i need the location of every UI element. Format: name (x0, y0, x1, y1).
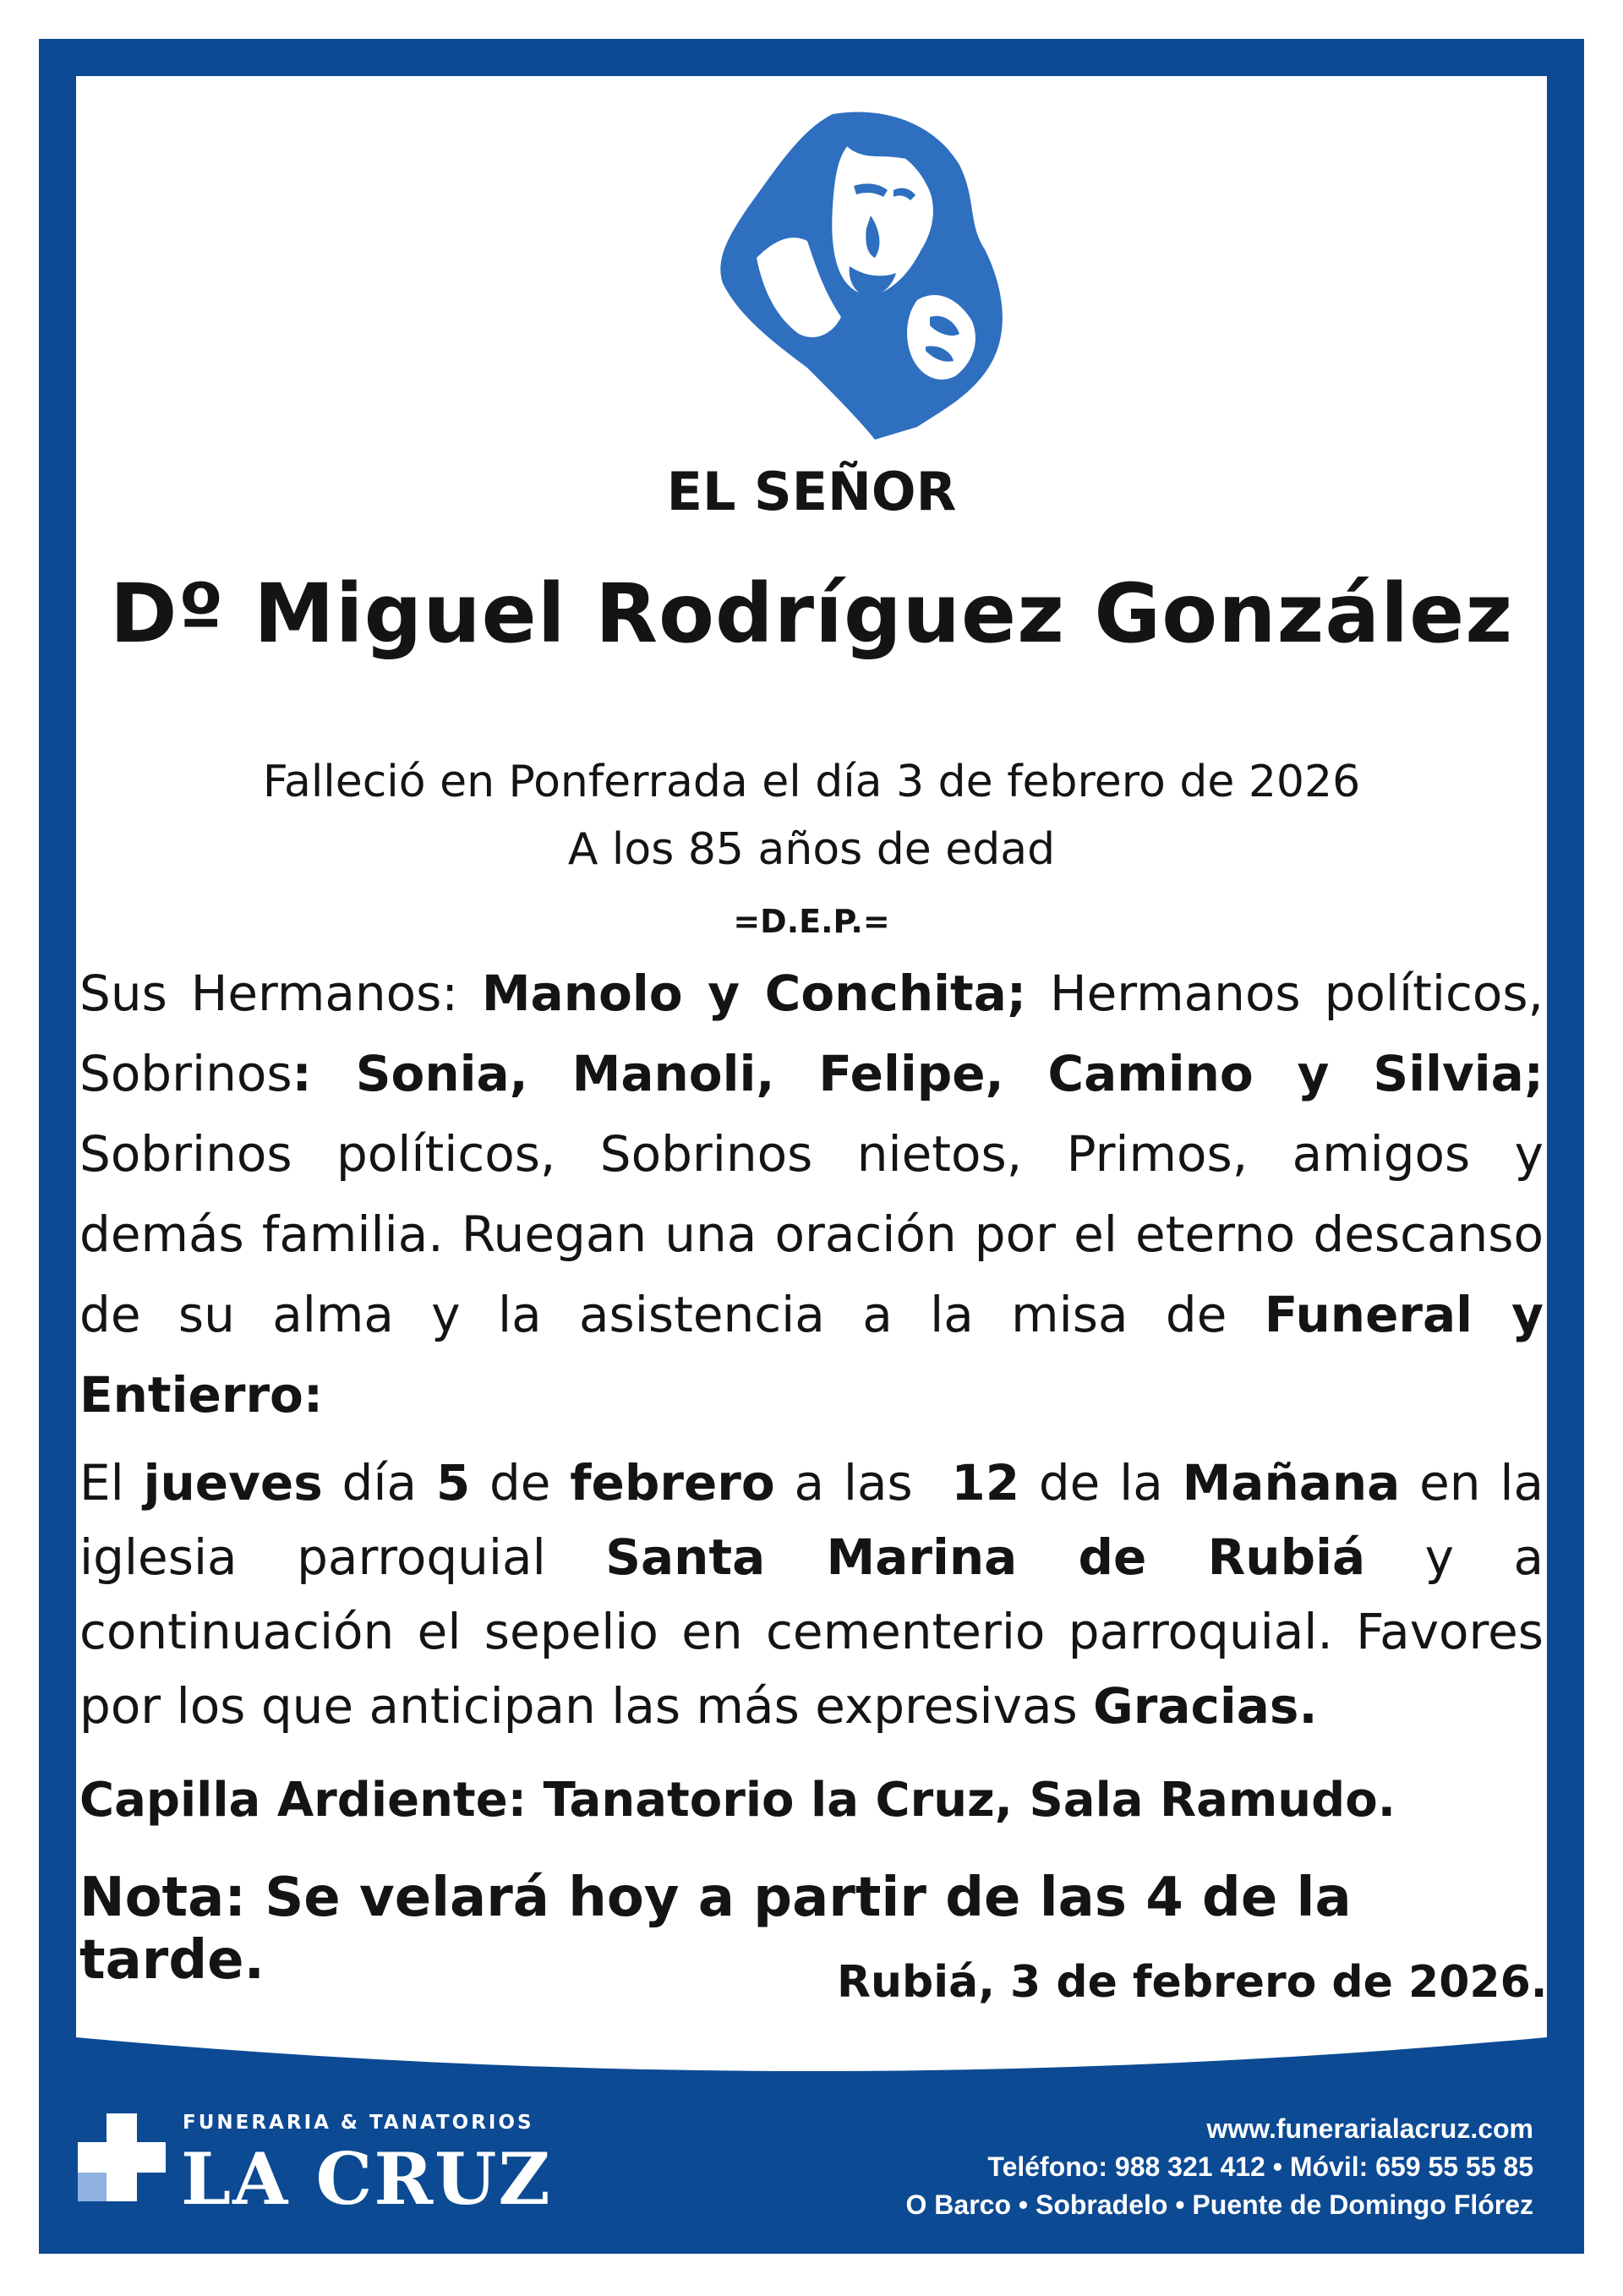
family-text-3: Sobrinos políticos, Sobrinos nietos, Primos, amigos y demás familia. Ruegan una oración por el eterno descanso de su alma y la asistencia a la misa de (79, 1125, 1544, 1343)
family-nephews: : Sonia, Manoli, Felipe, Camino y Silvia; (292, 1045, 1544, 1102)
service-paragraph (79, 1446, 1544, 1743)
service-weekday: jueves (143, 1454, 323, 1512)
service-thanks: Gracias. (1093, 1677, 1318, 1735)
brand-name: LA CRUZ (181, 2137, 552, 2221)
service-text-1: El (79, 1454, 144, 1512)
service-text-4: a las (774, 1454, 952, 1512)
title-senor: EL SEÑOR (666, 461, 957, 522)
service-hour: 12 (951, 1454, 1020, 1512)
service-text-6: en la iglesia parroquial (79, 1454, 1544, 1586)
website-link[interactable]: www.funerarialacruz.com (1206, 2113, 1533, 2144)
service-text-7: y a continuación el sepelio en cementerio parroquial. Favores por los que anticipan las más expresivas (79, 1528, 1544, 1735)
service-text-2: día (322, 1454, 436, 1512)
footer (39, 2029, 1584, 2254)
place-date: Rubiá, 3 de febrero de 2026. (837, 1957, 1548, 2008)
service-month: febrero (570, 1454, 775, 1512)
phone-numbers: Teléfono: 988 321 412 • Móvil: 659 55 55 85 (987, 2151, 1533, 2182)
deceased-name: Dº Miguel Rodríguez González (109, 566, 1514, 661)
family-paragraph (79, 954, 1544, 1435)
locations: O Barco • Sobradelo • Puente de Domingo Flórez (905, 2189, 1533, 2220)
dep-line: =D.E.P.= (733, 903, 890, 940)
funeral-heading: Funeral y Entierro: (79, 1286, 1544, 1424)
service-text-5: de la (1019, 1454, 1183, 1512)
cross-icon (78, 2113, 166, 2201)
brand-tagline: FUNERARIA & TANATORIOS (183, 2112, 534, 2134)
family-text-2: Hermanos políticos, Sobrinos (79, 965, 1544, 1102)
service-day: 5 (435, 1454, 471, 1512)
family-siblings: Manolo y Conchita; (481, 965, 1027, 1022)
age-line: A los 85 años de edad (567, 824, 1056, 875)
death-line: Falleció en Ponferrada el día 3 de febrero de 2026 (262, 757, 1361, 807)
service-church: Santa Marina de Rubiá (605, 1528, 1366, 1586)
chapel-line: Capilla Ardiente: Tanatorio la Cruz, Sala Ramudo. (79, 1773, 1396, 1828)
service-text-3: de (470, 1454, 571, 1512)
service-period: Mañana (1182, 1454, 1401, 1512)
jesus-crown-of-thorns-icon (706, 106, 1019, 444)
notice-content (76, 76, 1548, 2008)
nota-line: Nota: Se velará hoy a partir de las 4 de la tarde. (79, 1867, 1352, 1992)
family-text-1: Sus Hermanos: (79, 965, 482, 1022)
